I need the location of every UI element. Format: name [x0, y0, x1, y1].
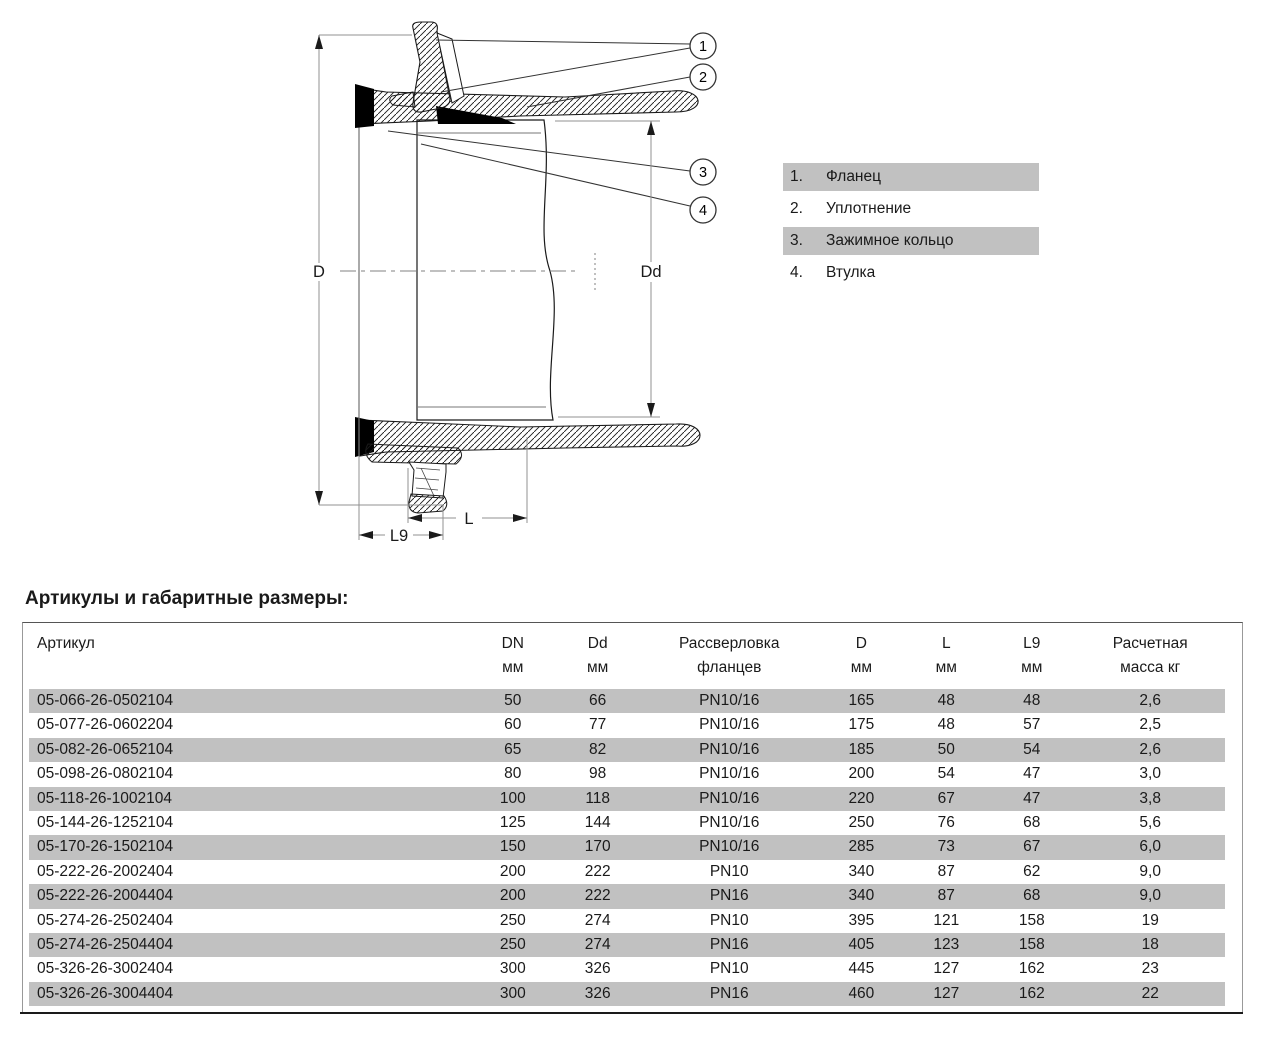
table-cell: 125 — [499, 813, 526, 831]
table-cell: 9,0 — [1139, 887, 1161, 905]
table-cell: 66 — [589, 692, 607, 709]
table-cell: 68 — [1023, 813, 1041, 831]
table-row — [29, 860, 1225, 884]
table-cell: 162 — [1018, 984, 1045, 1002]
table-cell: 300 — [499, 960, 526, 978]
table-cell: 144 — [584, 813, 611, 831]
table-cell: 340 — [848, 862, 875, 880]
table-cell: 9,0 — [1139, 862, 1161, 880]
legend-item — [783, 195, 1039, 223]
table-cell: 220 — [848, 789, 875, 807]
table-cell: 250 — [848, 813, 875, 831]
table-cell: 222 — [584, 887, 611, 905]
table-cell: 6,0 — [1139, 838, 1161, 856]
col-unit-dd: мм — [587, 659, 609, 676]
table-cell: 170 — [584, 838, 611, 856]
clamp-ring-bottom-cap — [409, 494, 447, 513]
table-cell: 326 — [584, 960, 611, 978]
table-cell: 127 — [933, 984, 960, 1002]
table-cell: 250 — [499, 935, 526, 953]
legend-item — [783, 163, 1039, 191]
legend-item-label: Фланец — [826, 168, 881, 185]
table-cell: 48 — [1023, 692, 1041, 709]
dim-label-l: L — [464, 510, 474, 528]
top-assembly — [355, 22, 698, 128]
col-header-mass: Расчетная — [1112, 635, 1188, 652]
table-cell: 200 — [499, 887, 526, 905]
table-cell: 175 — [848, 716, 875, 734]
table-cell: 65 — [504, 740, 522, 758]
table-cell: 47 — [1023, 765, 1041, 783]
table-cell: 158 — [1018, 911, 1045, 929]
table-cell: 50 — [504, 692, 522, 709]
table-cell: 118 — [585, 789, 611, 807]
table-cell: 460 — [848, 984, 875, 1002]
col-unit-article — [29, 656, 470, 680]
table-row — [29, 689, 1225, 713]
col-header-l: L — [941, 635, 951, 652]
table-row — [29, 957, 1225, 981]
legend-item-number: 2. — [790, 200, 803, 217]
table-cell: 326 — [584, 984, 611, 1002]
col-unit-dn: мм — [502, 659, 524, 676]
col-header-dn: DN — [501, 635, 524, 652]
col-unit-drilling: фланцев — [697, 659, 762, 676]
table-cell: 76 — [937, 813, 955, 831]
table-cell: 82 — [589, 740, 607, 758]
table-row — [29, 909, 1225, 933]
col-unit-l9: мм — [1021, 659, 1043, 676]
table-cell: PN10/16 — [699, 789, 760, 807]
table-cell: PN10 — [709, 960, 749, 978]
table-cell: 73 — [937, 838, 955, 856]
table-cell: PN10/16 — [699, 692, 760, 709]
callout-number-2: 2 — [698, 70, 708, 86]
table-cell: PN10 — [709, 911, 749, 929]
table-cell: 162 — [1018, 960, 1045, 978]
col-unit-mass: масса кг — [1120, 659, 1181, 676]
table-cell: PN10/16 — [699, 740, 760, 758]
dim-label-dd: Dd — [640, 263, 662, 281]
table-cell: 77 — [589, 716, 607, 734]
table-cell: 48 — [937, 692, 955, 709]
dim-label-l9: L9 — [389, 527, 409, 545]
callout-number-3: 3 — [698, 165, 708, 181]
table-cell: 05-222-26-2004404 — [37, 887, 174, 905]
table-cell: 05-222-26-2002404 — [37, 862, 174, 880]
table-body — [23, 689, 1242, 1006]
legend-item-number: 1. — [790, 168, 803, 185]
table-header-units — [29, 656, 1225, 680]
pipe-sleeve — [417, 120, 554, 420]
table-cell: 405 — [848, 935, 875, 953]
table-cell: PN10 — [709, 862, 749, 880]
table-cell: 62 — [1023, 862, 1041, 880]
table-cell: 05-098-26-0802104 — [37, 765, 174, 783]
callout-balloons — [690, 33, 716, 223]
table-cell: 68 — [1023, 887, 1041, 905]
table-cell: 05-326-26-3002404 — [37, 960, 174, 978]
table-row — [29, 982, 1225, 1006]
dim-label-d: D — [313, 263, 325, 281]
callout-number-1: 1 — [698, 39, 708, 55]
col-unit-l: мм — [935, 659, 957, 676]
table-cell: 5,6 — [1139, 813, 1161, 831]
col-header-drilling: Рассверловка — [678, 635, 780, 652]
table-cell: 395 — [848, 911, 875, 929]
table-row — [29, 787, 1225, 811]
table-cell: PN16 — [709, 984, 749, 1002]
table-cell: 127 — [933, 960, 960, 978]
col-unit-d: мм — [850, 659, 873, 676]
legend-item-label: Зажимное кольцо — [826, 232, 954, 249]
table-cell: 300 — [499, 984, 526, 1002]
table-cell: 22 — [1141, 984, 1159, 1002]
legend-item-label: Втулка — [826, 264, 876, 281]
col-header-dd: Dd — [587, 635, 608, 652]
seal-black-left-top — [355, 84, 374, 128]
table-row — [29, 933, 1225, 957]
table-cell: 05-082-26-0652104 — [37, 740, 174, 758]
table-row — [29, 713, 1225, 737]
table-cell: 285 — [848, 838, 875, 856]
table-cell: 05-077-26-0602204 — [37, 716, 174, 734]
table-cell: 48 — [937, 716, 955, 734]
table-cell: 121 — [933, 911, 960, 929]
table-cell: 200 — [499, 862, 526, 880]
col-header-l9: L9 — [1023, 635, 1041, 652]
table-row — [29, 811, 1225, 835]
legend-item — [783, 259, 1039, 287]
table-cell: 47 — [1023, 789, 1041, 807]
table-cell: 23 — [1141, 960, 1159, 978]
table-cell: 100 — [499, 789, 526, 807]
table-cell: 05-066-26-0502104 — [37, 692, 174, 709]
table-cell: 274 — [584, 911, 611, 929]
table-cell: 87 — [937, 862, 955, 880]
table-cell: 165 — [848, 692, 875, 709]
table-cell: 05-326-26-3004404 — [37, 984, 174, 1002]
table-cell: 2,6 — [1139, 692, 1161, 709]
table-cell: 87 — [937, 887, 955, 905]
table-row — [29, 884, 1225, 908]
table-cell: 200 — [848, 765, 875, 783]
table-cell: 158 — [1018, 935, 1045, 953]
table-cell: 3,0 — [1139, 765, 1161, 783]
table-cell: PN10/16 — [699, 813, 760, 831]
table-row — [29, 738, 1225, 762]
table-cell: 50 — [937, 740, 955, 758]
table-cell: 222 — [584, 862, 611, 880]
table-cell: 05-274-26-2504404 — [37, 935, 174, 953]
table-header-labels — [29, 623, 1225, 656]
col-header-d: D — [855, 635, 867, 652]
table-row — [29, 835, 1225, 859]
table-cell: PN10/16 — [699, 838, 760, 856]
table-cell: 2,6 — [1139, 740, 1161, 758]
table-cell: 60 — [504, 716, 522, 734]
col-header-article: Артикул — [37, 635, 95, 652]
table-cell: 274 — [584, 935, 611, 953]
legend-item-number: 3. — [790, 232, 803, 249]
clamp-ring-body-bottom — [409, 462, 446, 498]
legend-item-number: 4. — [790, 264, 803, 281]
table-cell: PN10/16 — [699, 765, 760, 783]
table-cell: 3,8 — [1139, 789, 1161, 807]
table-cell: 150 — [499, 838, 526, 856]
table-cell: PN16 — [709, 935, 749, 953]
table-cell: 67 — [1023, 838, 1041, 856]
legend — [783, 163, 1039, 291]
table-title: Артикулы и габаритные размеры: — [25, 588, 349, 609]
table-cell: 54 — [937, 765, 955, 783]
table-cell: 250 — [499, 911, 526, 929]
table-cell: PN16 — [709, 887, 749, 905]
table-cell: 05-144-26-1252104 — [37, 813, 174, 831]
table-cell: 05-274-26-2502404 — [37, 911, 174, 929]
table-cell: 05-118-26-1002104 — [37, 789, 173, 807]
table-cell: 445 — [848, 960, 875, 978]
table-cell: PN10/16 — [699, 716, 760, 734]
table-cell: 67 — [937, 789, 955, 807]
table-cell: 2,5 — [1139, 716, 1161, 734]
legend-item-label: Уплотнение — [826, 200, 912, 217]
table-cell: 18 — [1141, 935, 1159, 953]
table-cell: 19 — [1141, 911, 1159, 929]
table-cell: 54 — [1023, 740, 1041, 758]
table-cell: 80 — [504, 765, 522, 783]
callout-number-4: 4 — [698, 203, 708, 219]
table-cell: 185 — [848, 740, 875, 758]
table-cell: 05-170-26-1502104 — [37, 838, 174, 856]
table-cell: 57 — [1023, 716, 1041, 734]
dimensions-table — [22, 622, 1243, 1013]
legend-item — [783, 227, 1039, 255]
table-cell: 98 — [589, 765, 607, 783]
table-cell: 340 — [848, 887, 875, 905]
table-cell: 123 — [933, 935, 960, 953]
table-row — [29, 762, 1225, 786]
table-bottom-rule — [20, 1012, 1243, 1014]
